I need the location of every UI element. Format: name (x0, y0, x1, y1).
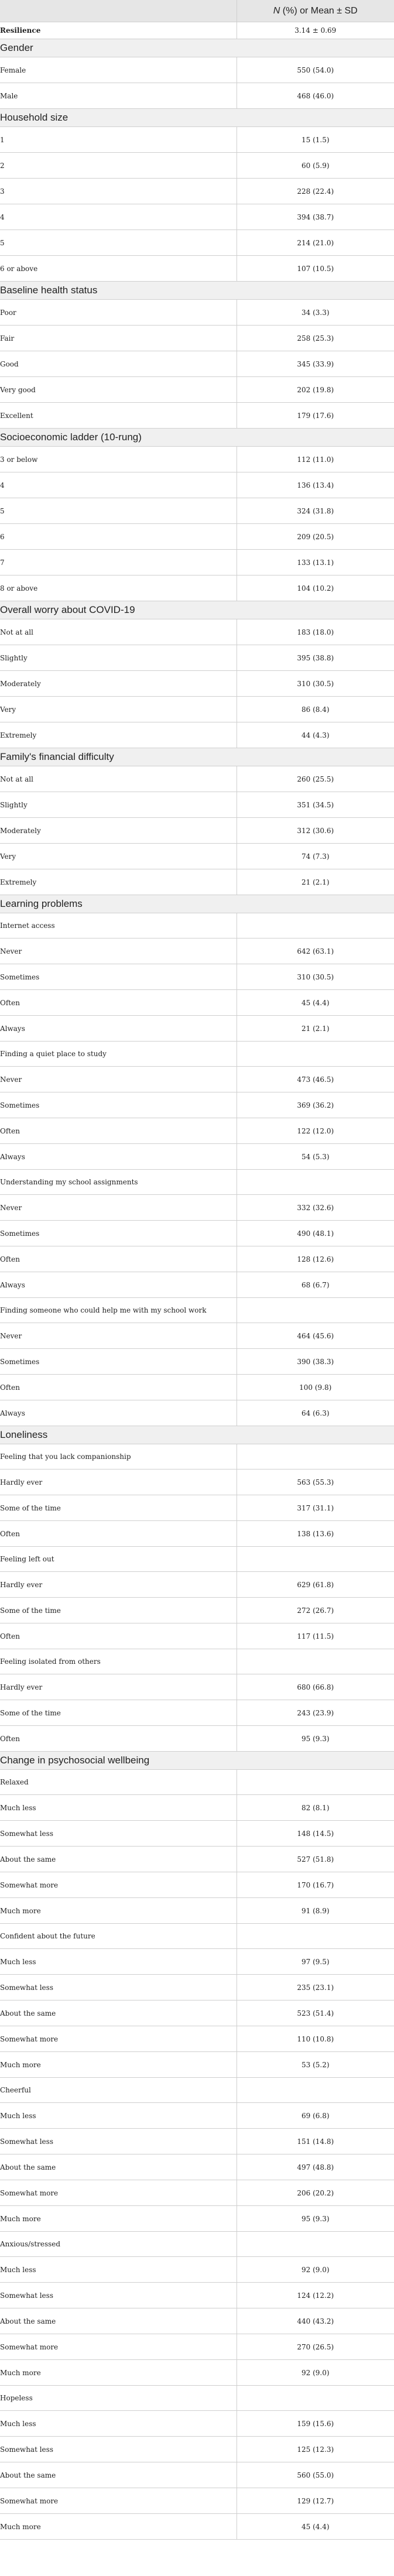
option-label: About the same (0, 2000, 237, 2026)
subgroup-value-empty (237, 1298, 394, 1323)
option-label: Much less (0, 1795, 237, 1821)
subgroup-row (0, 1170, 394, 1195)
table-row (0, 576, 394, 601)
option-value: 45 (4.4) (237, 990, 394, 1016)
option-label: Somewhat more (0, 2180, 237, 2206)
subgroup-value-empty (237, 1170, 394, 1195)
table-row (0, 697, 394, 722)
category-value: 468 (46.0) (237, 83, 394, 109)
option-value: 54 (5.3) (237, 1144, 394, 1170)
subgroup-label: Feeling left out (0, 1547, 237, 1572)
table-row (0, 964, 394, 990)
table-row (0, 844, 394, 869)
option-label: Always (0, 1144, 237, 1170)
subgroup-row (0, 2078, 394, 2103)
subgroup-label: Feeling isolated from others (0, 1649, 237, 1674)
category-value: 214 (21.0) (237, 230, 394, 256)
section-title: Household size (0, 109, 394, 127)
subgroup-row (0, 1770, 394, 1795)
category-value: 228 (22.4) (237, 179, 394, 204)
section-header-row (0, 895, 394, 913)
option-label: Never (0, 1067, 237, 1092)
subgroup-value-empty (237, 1649, 394, 1674)
category-value: 74 (7.3) (237, 844, 394, 869)
table-row (0, 645, 394, 671)
category-label: Slightly (0, 792, 237, 818)
section-header-row (0, 601, 394, 619)
section-header-row (0, 109, 394, 127)
table-row (0, 2411, 394, 2437)
subgroup-value-empty (237, 1444, 394, 1469)
option-value: 125 (12.3) (237, 2437, 394, 2462)
section-title: Baseline health status (0, 282, 394, 300)
option-label: Always (0, 1400, 237, 1426)
category-label: 4 (0, 204, 237, 230)
table-row (0, 1700, 394, 1726)
option-value: 95 (9.3) (237, 2206, 394, 2232)
section-title: Loneliness (0, 1426, 394, 1444)
table-row (0, 1975, 394, 2000)
table-row (0, 127, 394, 153)
subgroup-label: Hopeless (0, 2386, 237, 2411)
option-label: Never (0, 1195, 237, 1221)
category-label: 3 or below (0, 447, 237, 472)
category-label: Fair (0, 326, 237, 351)
option-value: 100 (9.8) (237, 1375, 394, 1400)
table-row (0, 1144, 394, 1170)
subgroup-row (0, 1547, 394, 1572)
option-label: Often (0, 1623, 237, 1649)
table-row (0, 1221, 394, 1246)
category-value: 60 (5.9) (237, 153, 394, 179)
section-header-row (0, 1752, 394, 1770)
category-label: 7 (0, 550, 237, 576)
table-row (0, 403, 394, 429)
table-row (0, 230, 394, 256)
table-row (0, 1016, 394, 1042)
table-row (0, 153, 394, 179)
option-label: Often (0, 1726, 237, 1752)
category-value: 324 (31.8) (237, 498, 394, 524)
option-value: 464 (45.6) (237, 1323, 394, 1349)
table-row (0, 377, 394, 403)
table-row (0, 2103, 394, 2129)
option-label: About the same (0, 1847, 237, 1872)
category-value: 394 (38.7) (237, 204, 394, 230)
option-value: 122 (12.0) (237, 1118, 394, 1144)
subgroup-row (0, 2386, 394, 2411)
table-row (0, 83, 394, 109)
option-value: 523 (51.4) (237, 2000, 394, 2026)
table-row (0, 1323, 394, 1349)
subgroup-row (0, 1444, 394, 1469)
table-row (0, 57, 394, 83)
option-label: Some of the time (0, 1598, 237, 1623)
section-header-row (0, 282, 394, 300)
category-value: 133 (13.1) (237, 550, 394, 576)
table-row (0, 524, 394, 550)
option-label: Somewhat more (0, 2334, 237, 2360)
option-value: 473 (46.5) (237, 1067, 394, 1092)
category-value: 21 (2.1) (237, 869, 394, 895)
category-label: 5 (0, 498, 237, 524)
category-label: 1 (0, 127, 237, 153)
category-value: 104 (10.2) (237, 576, 394, 601)
table-row (0, 2154, 394, 2180)
table-row (0, 351, 394, 377)
option-label: Often (0, 1246, 237, 1272)
option-value: 124 (12.2) (237, 2283, 394, 2308)
category-label: Female (0, 57, 237, 83)
category-value: 312 (30.6) (237, 818, 394, 844)
subgroup-row (0, 1649, 394, 1674)
category-label: 5 (0, 230, 237, 256)
table-row (0, 1349, 394, 1375)
category-label: 4 (0, 472, 237, 498)
table-row (0, 1847, 394, 1872)
section-header-row (0, 1426, 394, 1444)
option-label: Somewhat more (0, 2488, 237, 2514)
table-row (0, 1092, 394, 1118)
table-row (0, 2257, 394, 2283)
option-value: 680 (66.8) (237, 1674, 394, 1700)
category-label: 3 (0, 179, 237, 204)
option-value: 91 (8.9) (237, 1898, 394, 1924)
option-value: 490 (48.1) (237, 1221, 394, 1246)
table-row (0, 1067, 394, 1092)
section-title: Learning problems (0, 895, 394, 913)
category-label: Excellent (0, 403, 237, 429)
option-value: 170 (16.7) (237, 1872, 394, 1898)
category-value: 183 (18.0) (237, 619, 394, 645)
table-row (0, 498, 394, 524)
option-value: 642 (63.1) (237, 938, 394, 964)
option-label: Much less (0, 1949, 237, 1975)
subgroup-value-empty (237, 1924, 394, 1949)
subgroup-label: Cheerful (0, 2078, 237, 2103)
option-label: Always (0, 1272, 237, 1298)
subgroup-label: Internet access (0, 913, 237, 938)
category-value: 345 (33.9) (237, 351, 394, 377)
table-row (0, 2283, 394, 2308)
option-value: 92 (9.0) (237, 2360, 394, 2386)
table-row (0, 1674, 394, 1700)
option-label: About the same (0, 2462, 237, 2488)
category-label: Very good (0, 377, 237, 403)
table-row (0, 1272, 394, 1298)
option-label: Some of the time (0, 1700, 237, 1726)
option-value: 159 (15.6) (237, 2411, 394, 2437)
option-value: 53 (5.2) (237, 2052, 394, 2078)
category-value: 179 (17.6) (237, 403, 394, 429)
table-row (0, 1118, 394, 1144)
table-row (0, 1623, 394, 1649)
option-value: 317 (31.1) (237, 1495, 394, 1521)
table-row (0, 938, 394, 964)
category-label: Moderately (0, 671, 237, 697)
option-value: 92 (9.0) (237, 2257, 394, 2283)
option-label: Much less (0, 2103, 237, 2129)
category-label: 6 or above (0, 256, 237, 282)
table-row (0, 256, 394, 282)
option-value: 270 (26.5) (237, 2334, 394, 2360)
table-row (0, 990, 394, 1016)
option-value: 97 (9.5) (237, 1949, 394, 1975)
table-row (0, 619, 394, 645)
option-label: Always (0, 1016, 237, 1042)
section-title: Overall worry about COVID-19 (0, 601, 394, 619)
option-value: 272 (26.7) (237, 1598, 394, 1623)
table-row (0, 550, 394, 576)
option-label: Sometimes (0, 1092, 237, 1118)
table-row (0, 1400, 394, 1426)
table-row (0, 2129, 394, 2154)
category-value: 351 (34.5) (237, 792, 394, 818)
table-row (0, 1872, 394, 1898)
table-row (0, 472, 394, 498)
category-label: 6 (0, 524, 237, 550)
option-label: Much more (0, 2514, 237, 2540)
option-value: 148 (14.5) (237, 1821, 394, 1847)
category-value: 310 (30.5) (237, 671, 394, 697)
option-label: Much more (0, 2360, 237, 2386)
option-label: Somewhat less (0, 2437, 237, 2462)
subgroup-label: Finding a quiet place to study (0, 1042, 237, 1067)
table-row (0, 1246, 394, 1272)
option-label: Somewhat less (0, 1975, 237, 2000)
subgroup-value-empty (237, 1547, 394, 1572)
option-label: Hardly ever (0, 1674, 237, 1700)
option-label: Sometimes (0, 1349, 237, 1375)
category-value: 202 (19.8) (237, 377, 394, 403)
table-row (0, 671, 394, 697)
summary-label: Resilience (0, 22, 237, 39)
table-row (0, 1598, 394, 1623)
header-blank-cell (0, 0, 237, 22)
option-label: Much more (0, 1898, 237, 1924)
category-label: Slightly (0, 645, 237, 671)
subgroup-row (0, 1298, 394, 1323)
option-label: Somewhat more (0, 2026, 237, 2052)
table-row (0, 447, 394, 472)
table-row (0, 1195, 394, 1221)
subgroup-row (0, 913, 394, 938)
option-value: 563 (55.3) (237, 1469, 394, 1495)
option-label: Somewhat less (0, 2129, 237, 2154)
option-value: 206 (20.2) (237, 2180, 394, 2206)
category-label: 8 or above (0, 576, 237, 601)
table-row (0, 2462, 394, 2488)
category-label: Extremely (0, 722, 237, 748)
subgroup-value-empty (237, 913, 394, 938)
option-label: Never (0, 1323, 237, 1349)
category-value: 34 (3.3) (237, 300, 394, 326)
option-label: Often (0, 1375, 237, 1400)
category-label: Not at all (0, 619, 237, 645)
option-label: Somewhat less (0, 1821, 237, 1847)
subgroup-label: Confident about the future (0, 1924, 237, 1949)
category-value: 395 (38.8) (237, 645, 394, 671)
option-value: 369 (36.2) (237, 1092, 394, 1118)
option-label: Often (0, 1521, 237, 1547)
option-value: 527 (51.8) (237, 1847, 394, 1872)
category-value: 209 (20.5) (237, 524, 394, 550)
table-row (0, 2334, 394, 2360)
summary-row (0, 22, 394, 39)
header-value-cell (237, 0, 394, 22)
table-row (0, 300, 394, 326)
table-row (0, 722, 394, 748)
option-label: Somewhat more (0, 1872, 237, 1898)
section-header-row (0, 748, 394, 766)
section-title: Socioeconomic ladder (10-rung) (0, 429, 394, 447)
table-row (0, 1469, 394, 1495)
option-value: 68 (6.7) (237, 1272, 394, 1298)
option-value: 69 (6.8) (237, 2103, 394, 2129)
category-label: Extremely (0, 869, 237, 895)
category-value: 550 (54.0) (237, 57, 394, 83)
category-value: 112 (11.0) (237, 447, 394, 472)
table-row (0, 1375, 394, 1400)
option-value: 497 (48.8) (237, 2154, 394, 2180)
table-row (0, 2308, 394, 2334)
subgroup-label: Relaxed (0, 1770, 237, 1795)
table-row (0, 1521, 394, 1547)
table-row (0, 2437, 394, 2462)
option-value: 128 (12.6) (237, 1246, 394, 1272)
option-value: 117 (11.5) (237, 1623, 394, 1649)
header-rest: (%) or Mean ± SD (280, 5, 358, 16)
subgroup-label: Understanding my school assignments (0, 1170, 237, 1195)
category-value: 136 (13.4) (237, 472, 394, 498)
table-row (0, 179, 394, 204)
option-label: Often (0, 990, 237, 1016)
table-row (0, 869, 394, 895)
option-label: Much less (0, 2411, 237, 2437)
subgroup-row (0, 1924, 394, 1949)
option-value: 390 (38.3) (237, 1349, 394, 1375)
section-title: Change in psychosocial wellbeing (0, 1752, 394, 1770)
table-row (0, 1495, 394, 1521)
option-value: 235 (23.1) (237, 1975, 394, 2000)
option-value: 129 (12.7) (237, 2488, 394, 2514)
table-header-row (0, 0, 394, 22)
category-value: 258 (25.3) (237, 326, 394, 351)
subgroup-value-empty (237, 2232, 394, 2257)
option-value: 110 (10.8) (237, 2026, 394, 2052)
summary-value: 3.14 ± 0.69 (237, 22, 394, 39)
option-label: Some of the time (0, 1495, 237, 1521)
header-n-symbol: N (273, 5, 280, 16)
section-header-row (0, 429, 394, 447)
option-value: 332 (32.6) (237, 1195, 394, 1221)
category-label: Very (0, 697, 237, 722)
table-row (0, 792, 394, 818)
option-value: 45 (4.4) (237, 2514, 394, 2540)
subgroup-label: Feeling that you lack companionship (0, 1444, 237, 1469)
option-value: 21 (2.1) (237, 1016, 394, 1042)
option-value: 82 (8.1) (237, 1795, 394, 1821)
option-value: 629 (61.8) (237, 1572, 394, 1598)
subgroup-value-empty (237, 2386, 394, 2411)
option-label: Often (0, 1118, 237, 1144)
option-label: Hardly ever (0, 1469, 237, 1495)
table-row (0, 204, 394, 230)
category-label: Very (0, 844, 237, 869)
table-row (0, 326, 394, 351)
table-row (0, 818, 394, 844)
option-label: Much less (0, 2257, 237, 2283)
subgroup-row (0, 1042, 394, 1067)
category-label: Good (0, 351, 237, 377)
subgroup-label: Finding someone who could help me with my school work (0, 1298, 237, 1323)
category-value: 44 (4.3) (237, 722, 394, 748)
subgroup-row (0, 2232, 394, 2257)
option-value: 310 (30.5) (237, 964, 394, 990)
subgroup-value-empty (237, 1042, 394, 1067)
option-label: Much more (0, 2052, 237, 2078)
table-row (0, 2026, 394, 2052)
table-row (0, 2514, 394, 2540)
section-title: Family's financial difficulty (0, 748, 394, 766)
option-value: 560 (55.0) (237, 2462, 394, 2488)
table-row (0, 1821, 394, 1847)
section-title: Gender (0, 39, 394, 57)
option-label: Sometimes (0, 1221, 237, 1246)
subgroup-value-empty (237, 2078, 394, 2103)
option-label: Never (0, 938, 237, 964)
category-value: 260 (25.5) (237, 766, 394, 792)
option-value: 64 (6.3) (237, 1400, 394, 1426)
table-row (0, 2180, 394, 2206)
category-label: 2 (0, 153, 237, 179)
table-row (0, 2360, 394, 2386)
category-label: Poor (0, 300, 237, 326)
table-row (0, 1795, 394, 1821)
table-row (0, 2052, 394, 2078)
option-value: 95 (9.3) (237, 1726, 394, 1752)
option-label: About the same (0, 2154, 237, 2180)
category-label: Not at all (0, 766, 237, 792)
section-header-row (0, 39, 394, 57)
category-label: Moderately (0, 818, 237, 844)
option-value: 138 (13.6) (237, 1521, 394, 1547)
option-label: Much more (0, 2206, 237, 2232)
subgroup-value-empty (237, 1770, 394, 1795)
option-label: Sometimes (0, 964, 237, 990)
option-value: 243 (23.9) (237, 1700, 394, 1726)
table-row (0, 2206, 394, 2232)
category-value: 15 (1.5) (237, 127, 394, 153)
option-label: About the same (0, 2308, 237, 2334)
category-value: 107 (10.5) (237, 256, 394, 282)
category-label: Male (0, 83, 237, 109)
table-row (0, 2488, 394, 2514)
option-label: Somewhat less (0, 2283, 237, 2308)
table-row (0, 1949, 394, 1975)
option-value: 151 (14.8) (237, 2129, 394, 2154)
table-row (0, 1726, 394, 1752)
option-value: 440 (43.2) (237, 2308, 394, 2334)
category-value: 86 (8.4) (237, 697, 394, 722)
table-row (0, 1572, 394, 1598)
table-row (0, 1898, 394, 1924)
table-row (0, 2000, 394, 2026)
subgroup-label: Anxious/stressed (0, 2232, 237, 2257)
table-row (0, 766, 394, 792)
option-label: Hardly ever (0, 1572, 237, 1598)
